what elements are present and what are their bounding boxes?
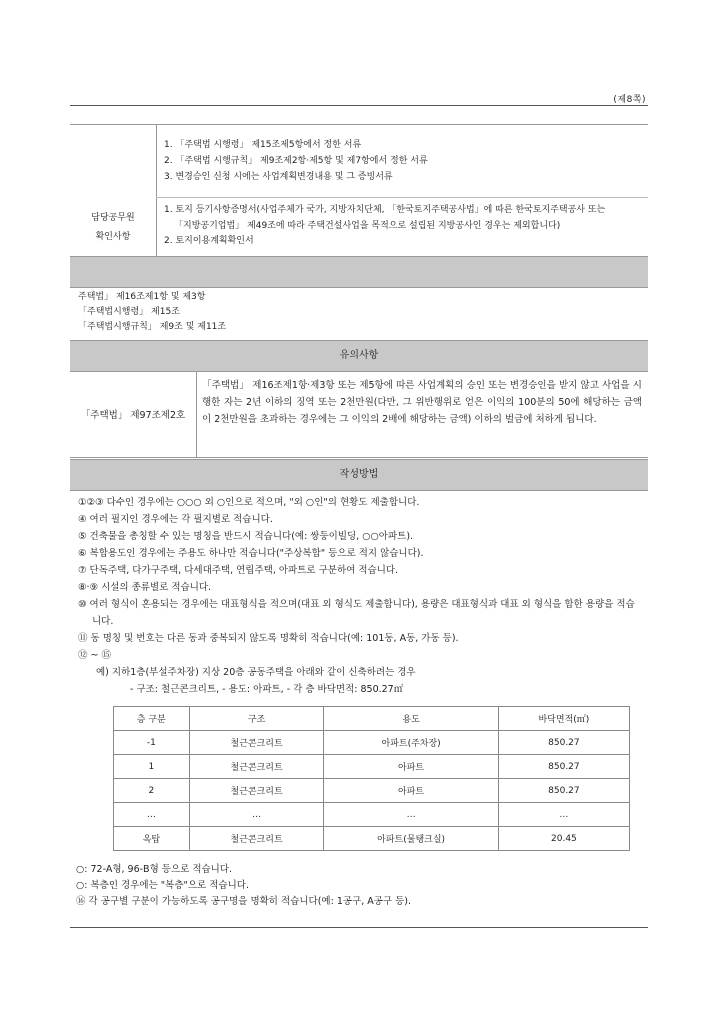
- law-1: 주택법」 제16조제1항 및 제3항: [78, 292, 206, 302]
- cell-use: 아파트(주차장): [324, 731, 498, 755]
- method-item-3: ⑤ 건축물을 총칭할 수 있는 명칭을 반드시 적습니다(예: 쌍둥이빌딩, ○○아파트).: [78, 531, 414, 542]
- footnote-2: ○: 복층인 경우에는 "복층"으로 적습니다.: [76, 880, 249, 891]
- cell-structure: …: [189, 803, 324, 827]
- cell-floor: 2: [114, 779, 190, 803]
- method-item-4: ⑥ 복합용도인 경우에는 주용도 하나만 적습니다("주상복합" 등으로 적지 않습니다).: [78, 548, 424, 559]
- method-item-8: ⑪ 동 명칭 및 번호는 다른 동과 중복되지 않도록 명확히 적습니다(예: 101동, A동, 가동 등).: [78, 633, 459, 644]
- law-2: 「주택법시행령」 제15조: [78, 307, 180, 317]
- footnote-3: ⑯ 각 공구별 구분이 가능하도록 공구명을 명확히 적습니다(예: 1공구, A공구 등).: [76, 896, 412, 907]
- header-floor: 층 구분: [114, 707, 190, 731]
- cell-area: …: [498, 803, 629, 827]
- applicant-doc-3: 3. 변경승인 신청 시에는 사업계획변경내용 및 그 증빙서류: [164, 172, 393, 182]
- official-doc-1-cont: 「지방공기업법」 제49조에 따라 주택건설사업을 목적으로 설립된 지방공사인 경우는 제외합니다): [174, 220, 561, 231]
- table-row: [114, 827, 630, 851]
- column-divider: [156, 125, 157, 257]
- official-check-label: [70, 209, 156, 247]
- cell-use: 아파트: [324, 755, 498, 779]
- table-header-row: [114, 707, 630, 731]
- method-item-1: ①②③ 다수인 경우에는 ○○○ 외 ○인으로 적으며, "외 ○인"의 현황도 제출합니다.: [78, 497, 420, 508]
- method-item-7: ⑩ 여러 형식이 혼용되는 경우에는 대표형식을 적으며(대표 외 형식도 제출합니다), 용량은 대표형식과 대표 외 형식을 합한 용량을 적습니다.: [78, 599, 635, 627]
- applicant-doc-1: 1. 「주택법 시행령」 제15조제5항에서 정한 서류: [164, 140, 362, 150]
- table-row: [114, 731, 630, 755]
- law-3: 「주택법시행규칙」 제9조 및 제11조: [78, 322, 227, 332]
- method-example: 예) 지하1층(부설주차장) 지상 20층 공동주택을 아래와 같이 신축하려는 경우: [96, 667, 416, 678]
- cell-area: 850.27: [498, 779, 629, 803]
- cell-use: …: [324, 803, 498, 827]
- official-doc-2: 2. 토지이용계획확인서: [164, 236, 254, 246]
- official-label-line2: 확인사항: [95, 232, 131, 242]
- page-number: (제8쪽): [613, 95, 646, 105]
- method-list: [78, 494, 643, 698]
- method-item-9: ⑫ ~ ⑮: [78, 650, 111, 661]
- cell-floor: 옥탑: [114, 827, 190, 851]
- notice-title: 유의사항: [70, 340, 648, 372]
- floor-table: [113, 706, 630, 851]
- footnote-1: ○: 72-A형, 96-B형 등으로 적습니다.: [76, 864, 233, 875]
- cell-area: 850.27: [498, 755, 629, 779]
- bottom-rule: [70, 927, 648, 928]
- method-item-2: ④ 여러 필지인 경우에는 각 필지별로 적습니다.: [78, 514, 273, 525]
- method-item-6: ⑧·⑨ 시설의 종류별로 적습니다.: [78, 582, 212, 593]
- row-divider: [156, 197, 648, 198]
- cell-area: 20.45: [498, 827, 629, 851]
- cell-use: 아파트(물탱크실): [324, 827, 498, 851]
- notice-divider: [196, 371, 197, 457]
- section-header-bar: [70, 256, 648, 288]
- method-example-sub: - 구조: 철근콘크리트, - 용도: 아파트, - 각 층 바닥면적: 850.27㎡: [130, 684, 404, 695]
- cell-floor: 1: [114, 755, 190, 779]
- official-docs-list: [164, 203, 644, 250]
- header-use: 용도: [324, 707, 498, 731]
- table-row: [114, 803, 630, 827]
- cell-floor: …: [114, 803, 190, 827]
- method-title: 작성방법: [70, 459, 648, 491]
- notice-law-ref: 「주택법」 제97조제2호: [80, 410, 186, 421]
- header-area: 바닥면적(㎡): [498, 707, 629, 731]
- applicant-doc-2: 2. 「주택법 시행규칙」 제9조제2항·제5항 및 제7항에서 정한 서류: [164, 156, 428, 166]
- applicant-docs-list: [164, 137, 644, 185]
- cell-floor: -1: [114, 731, 190, 755]
- footnotes: [76, 862, 641, 910]
- cell-use: 아파트: [324, 779, 498, 803]
- cell-structure: 철근콘크리트: [189, 827, 324, 851]
- cell-area: 850.27: [498, 731, 629, 755]
- notice-text: 「주택법」 제16조제1항·제3항 또는 제5항에 따른 사업계획의 승인 또는 변경승인을 받지 않고 사업을 시행한 자는 2년 이하의 징역 또는 2천만원(다만, 그 위반행위로 얻은 이익의 100분의 50에 해당하는 금액이 2천만원을 초과하는 경우에는 그 이익의 2배에 해당하는 금액) 이하의 벌금에 처하게 됩니다.: [202, 380, 642, 425]
- table-row: [114, 755, 630, 779]
- top-rule: [70, 105, 648, 106]
- cell-structure: 철근콘크리트: [189, 779, 324, 803]
- table-row: [114, 779, 630, 803]
- cell-structure: 철근콘크리트: [189, 731, 324, 755]
- legal-basis: [78, 290, 226, 335]
- cell-structure: 철근콘크리트: [189, 755, 324, 779]
- attachments-section: [70, 124, 648, 257]
- header-structure: 구조: [189, 707, 324, 731]
- official-label-line1: 담당공무원: [91, 213, 135, 223]
- method-item-5: ⑦ 단독주택, 다가구주택, 다세대주택, 연립주택, 아파트로 구분하여 적습니다.: [78, 565, 399, 576]
- official-doc-1: 1. 토지 등기사항증명서(사업주체가 국가, 지방자치단체, 「한국토지주택공사법」에 따른 한국토지주택공사 또는: [164, 205, 606, 215]
- notice-section: [70, 371, 648, 458]
